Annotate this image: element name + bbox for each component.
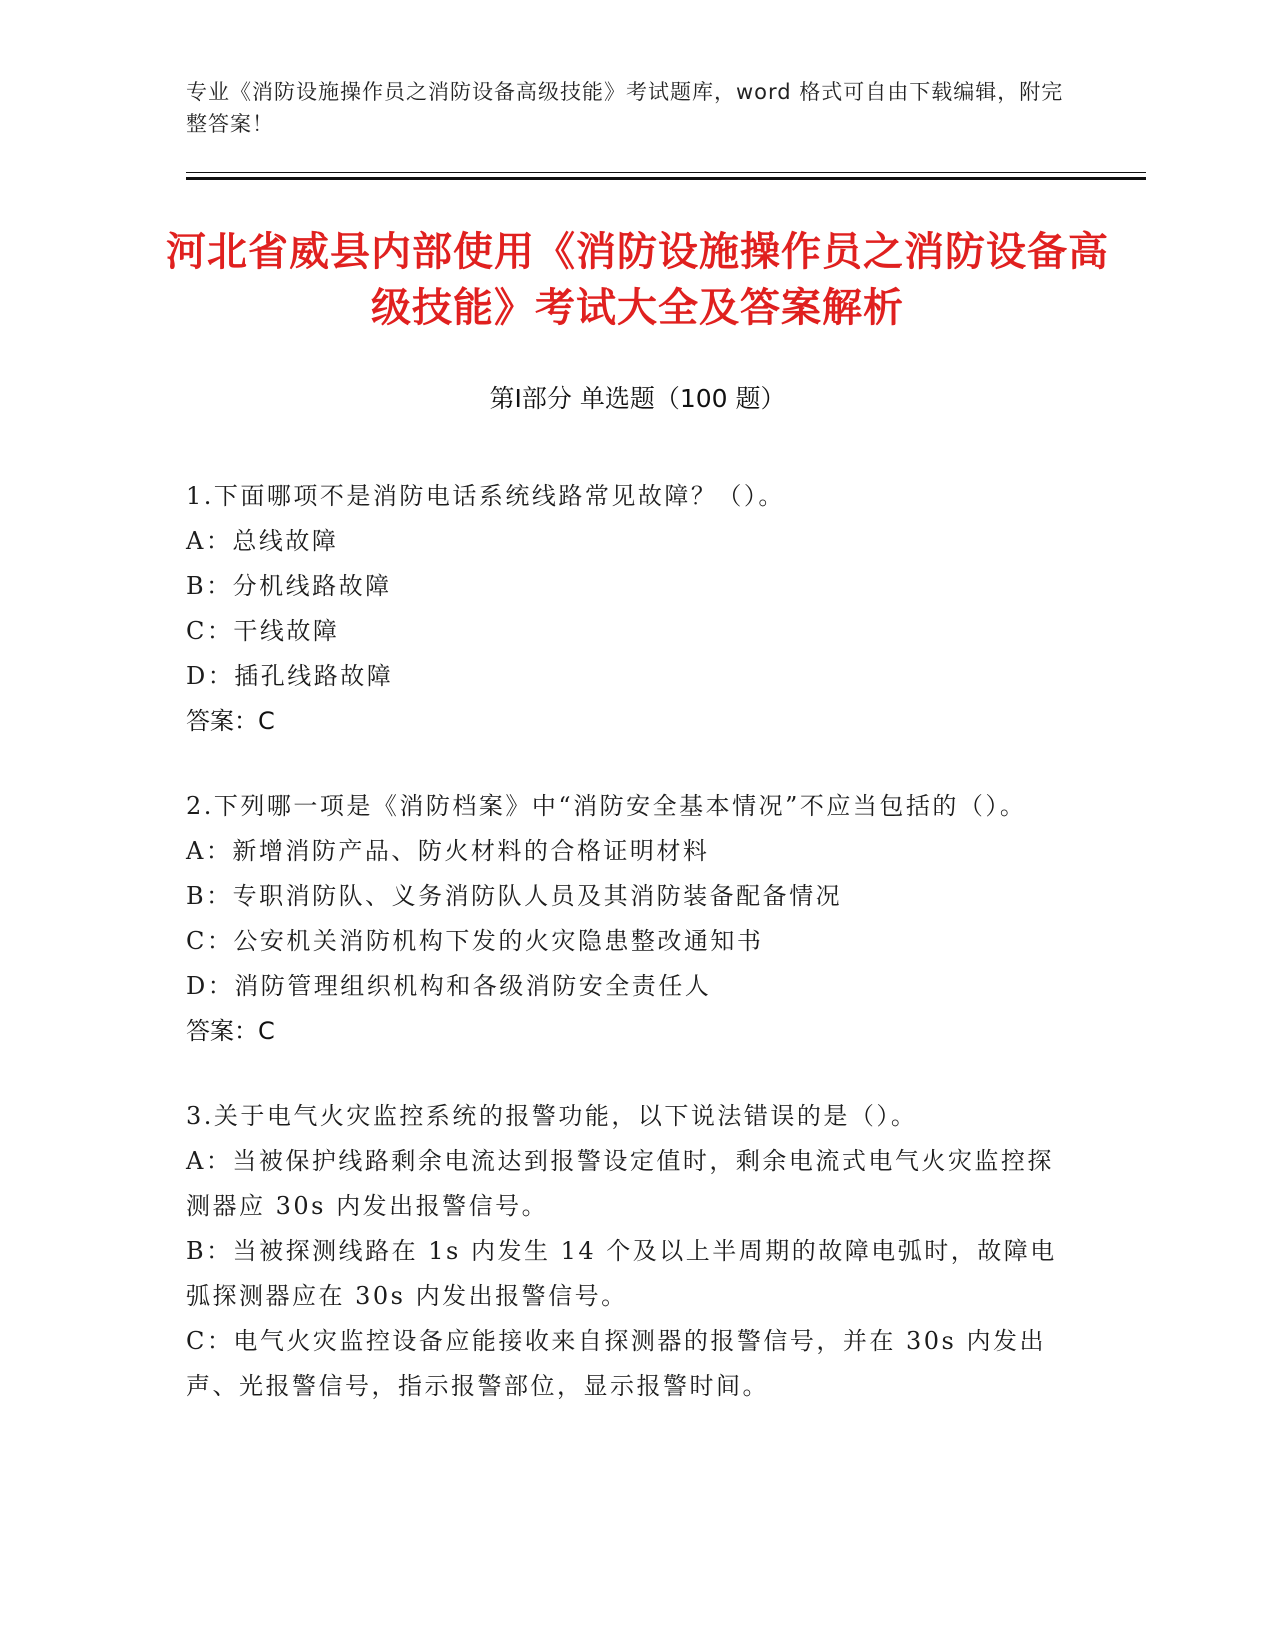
option-a: A：当被保护线路剩余电流达到报警设定值时，剩余电流式电气火灾监控探测器应 30s 内发出报警信号。 [186, 1147, 1054, 1220]
section-heading: 第Ⅰ部分 单选题（100 题） [489, 384, 786, 413]
answer: 答案：C [186, 707, 275, 735]
header-divider-thick [186, 177, 1146, 180]
option-c: C：电气火灾监控设备应能接收来自探测器的报警信号，并在 30s 内发出声、光报警信号，指示报警部位，显示报警时间。 [186, 1327, 1046, 1400]
question-stem: 3.关于电气火灾监控系统的报警功能，以下说法错误的是（）。 [186, 1102, 918, 1130]
question-3 [186, 1094, 1066, 1409]
option-c: C：干线故障 [186, 617, 340, 645]
option-d: D：插孔线路故障 [186, 662, 394, 690]
option-a: A：新增消防产品、防火材料的合格证明材料 [186, 837, 710, 865]
question-stem: 2.下列哪一项是《消防档案》中“消防安全基本情况”不应当包括的（）。 [186, 792, 1027, 820]
question-list [186, 474, 1066, 1449]
option-c: C：公安机关消防机构下发的火灾隐患整改通知书 [186, 927, 764, 955]
option-a: A：总线故障 [186, 527, 339, 555]
question-stem: 1.下面哪项不是消防电话系统线路常见故障？（）。 [186, 482, 785, 510]
header-note: 专业《消防设施操作员之消防设备高级技能》考试题库，word 格式可自由下载编辑，附完整答案！ [186, 80, 1064, 136]
option-b: B：专职消防队、义务消防队人员及其消防装备配备情况 [186, 882, 843, 910]
document-title: 河北省威县内部使用《消防设施操作员之消防设备高级技能》考试大全及答案解析 [166, 229, 1109, 331]
answer: 答案：C [186, 1017, 275, 1045]
header-divider-thin [186, 172, 1146, 173]
option-d: D：消防管理组织机构和各级消防安全责任人 [186, 972, 712, 1000]
option-b: B：当被探测线路在 1s 内发生 14 个及以上半周期的故障电弧时，故障电弧探测器应在 30s 内发出报警信号。 [186, 1237, 1057, 1310]
question-2 [186, 784, 1066, 1054]
option-b: B：分机线路故障 [186, 572, 392, 600]
question-1 [186, 474, 1066, 744]
